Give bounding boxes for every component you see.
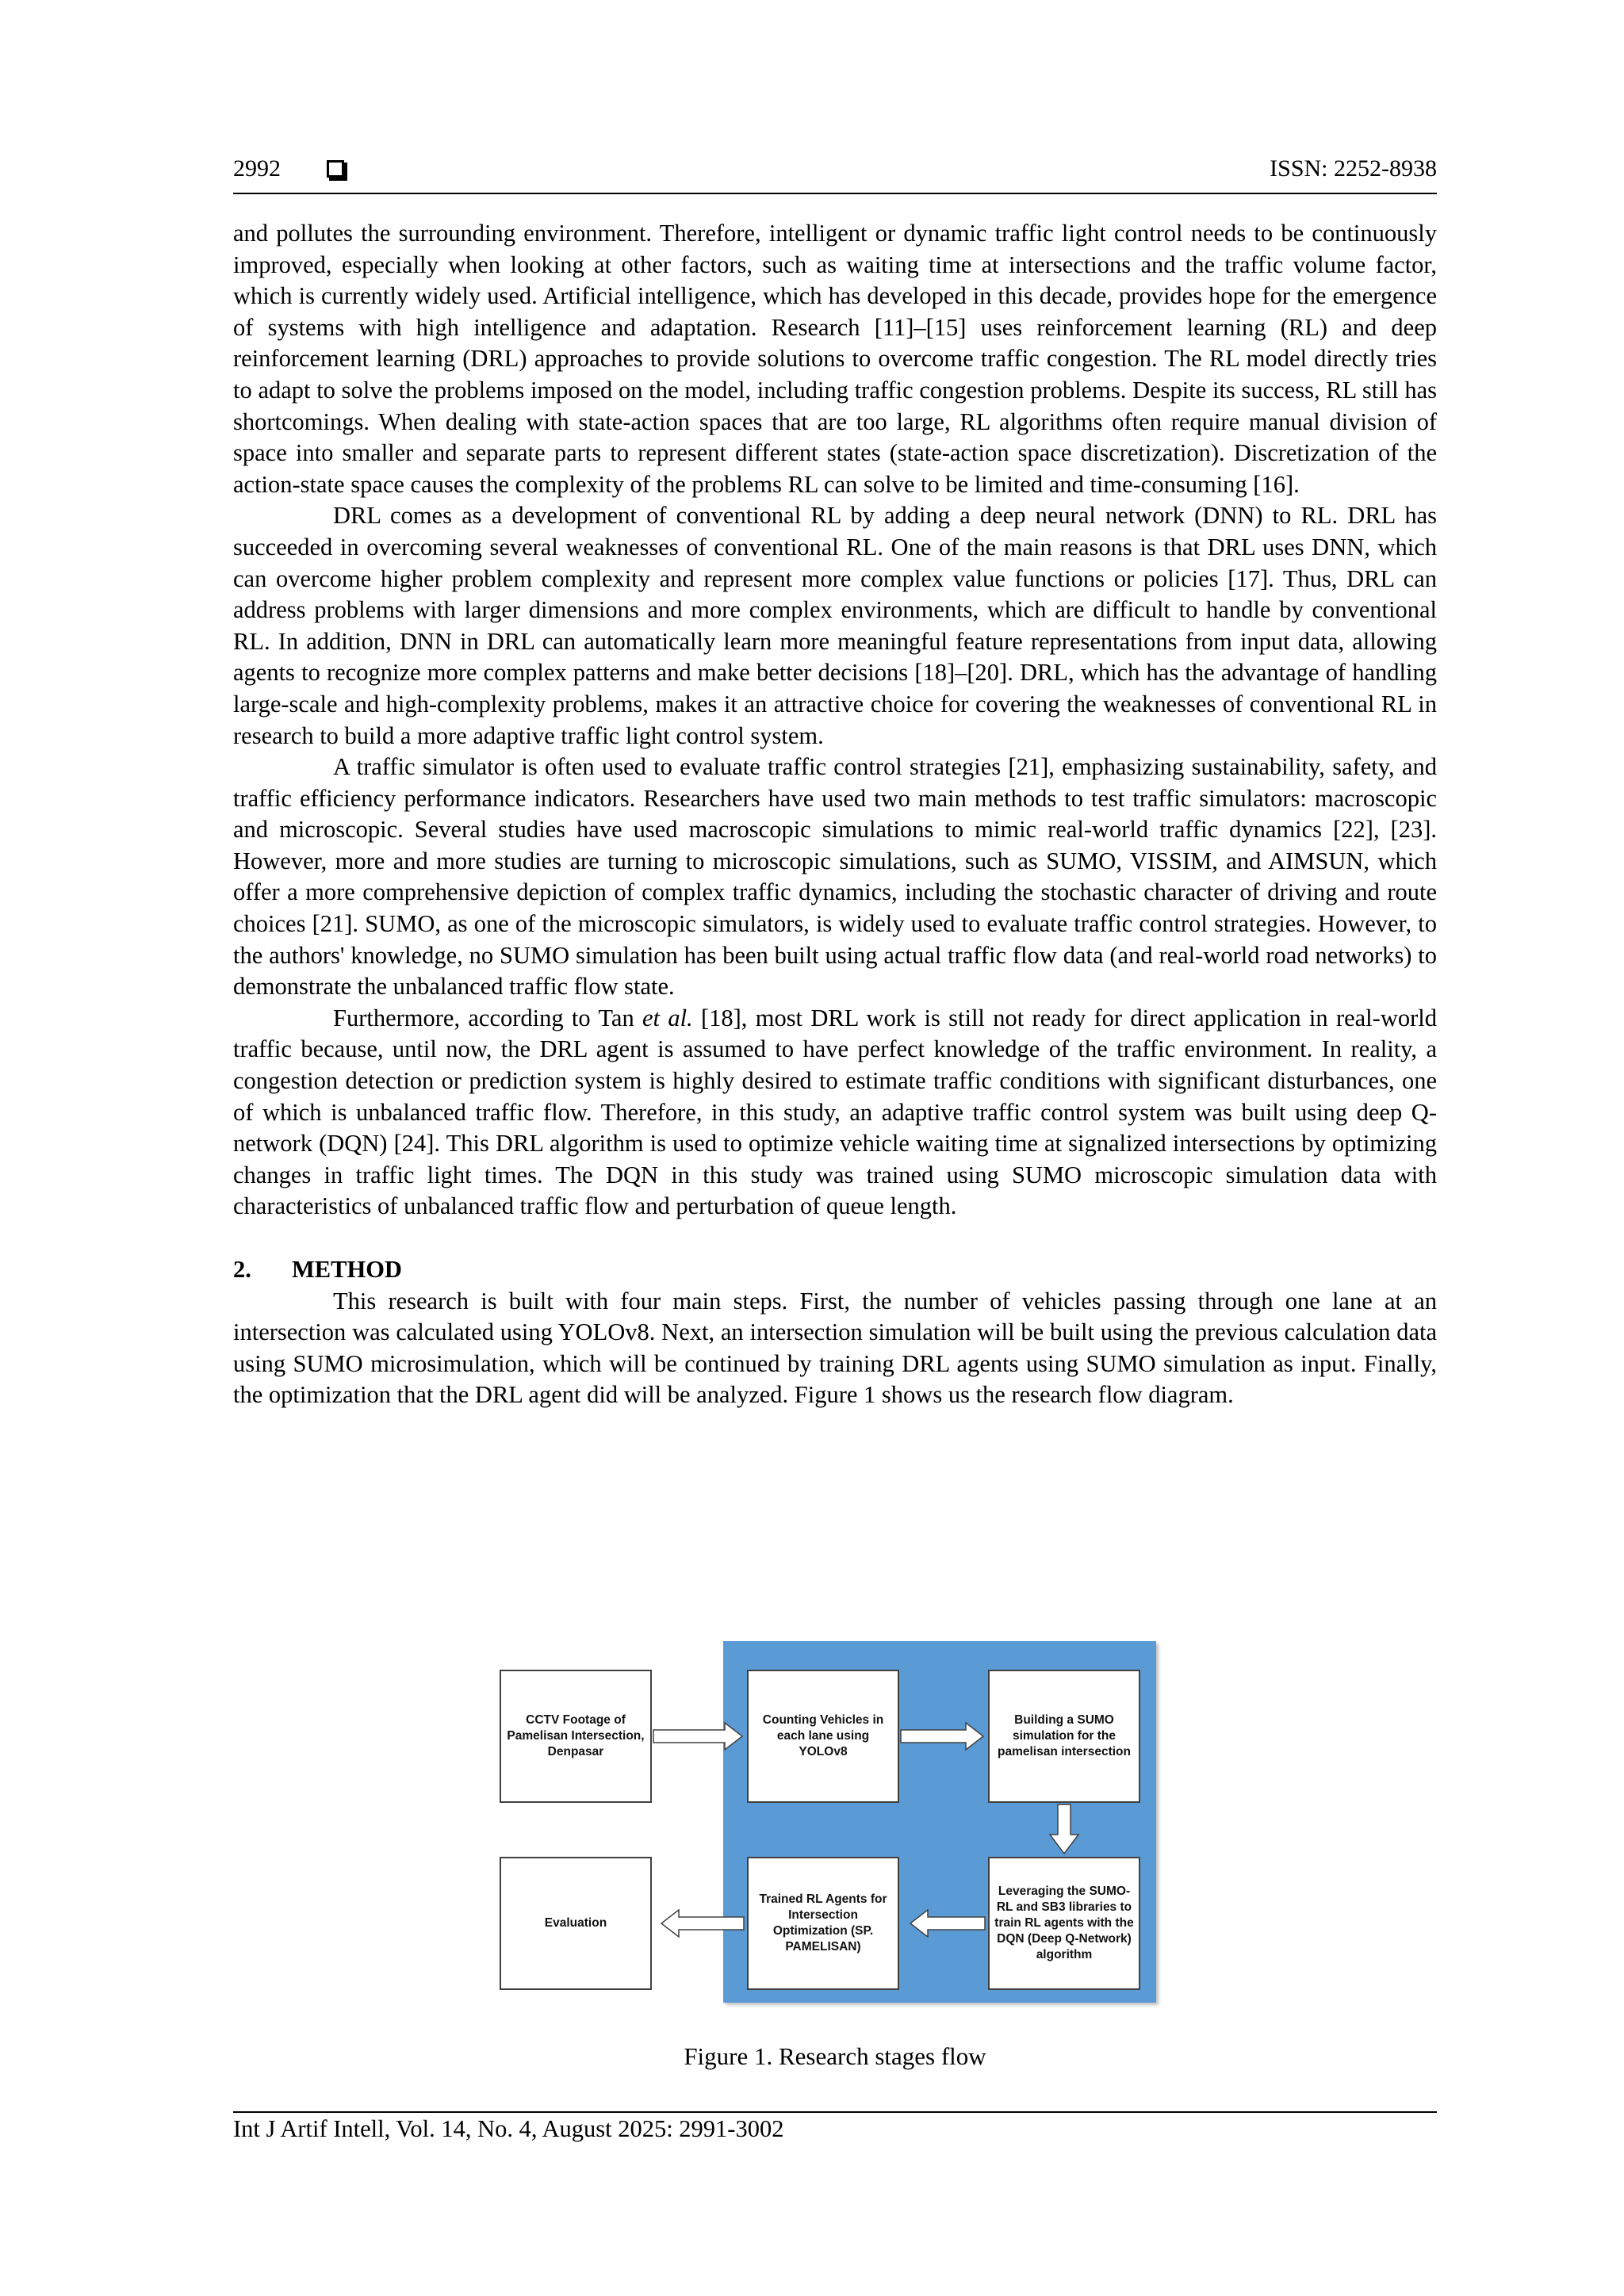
arrow-right-1 xyxy=(653,1723,742,1750)
box-evaluation-label: Evaluation xyxy=(544,1916,607,1930)
body-text xyxy=(233,218,1437,1411)
footer-rule xyxy=(233,2111,1437,2113)
section-number: 2. xyxy=(233,1256,251,1283)
page-header xyxy=(233,155,1437,190)
arrow-down xyxy=(1050,1804,1078,1854)
footer-citation: Int J Artif Intell, Vol. 14, No. 4, August 2025: 2991-3002 xyxy=(233,2115,784,2142)
box-building-label: Building a SUMO simulation for the pamelisan intersection xyxy=(998,1713,1131,1758)
square-bullet-icon xyxy=(327,160,344,178)
paragraph-4-start: Furthermore, according to Tan xyxy=(333,1004,642,1031)
arrow-left-1 xyxy=(910,1910,985,1937)
issn-label: ISSN: 2252-8938 xyxy=(1270,155,1437,182)
box-cctv-label: CCTV Footage of Pamelisan Intersection, Denpasar xyxy=(507,1713,645,1758)
diagram-arrows xyxy=(500,1641,1158,2006)
figure-caption: Figure 1. Research stages flow xyxy=(684,2042,986,2070)
paragraph-1: and pollutes the surrounding environment. Therefore, intelligent or dynamic traffic light control needs to be continuously improved, especially when looking at other factors, such as waiting time at intersections and the traffic volume factor, which is currently widely used. Artificial intelligence, which has developed in this decade, provides hope for the emergence of systems with high intelligence and adaptation. Research [11]–[15] uses reinforcement learning (RL) and deep reinforcement learning (DRL) approaches to provide solutions to overcome traffic congestion. The RL model directly tries to adapt to solve the problems imposed on the model, including traffic congestion problems. Despite its success, RL still has shortcomings. When dealing with state-action spaces that are too large, RL algorithms often require manual division of space into smaller and separate parts to represent different states (state-action space discretization). Discretization of the action-state space causes the complexity of the problems RL can solve to be limited and time-consuming [16]. xyxy=(233,220,1437,498)
et-al: et al. xyxy=(642,1004,693,1031)
section-heading xyxy=(233,1254,1437,1286)
paragraph-5: This research is built with four main steps. First, the number of vehicles passing through one lane at an intersection was calculated using YOLOv8. Next, an intersection simulation will be built using the previous calculation data using SUMO microsimulation, which will be continued by training DRL agents using SUMO simulation as input. Finally, the optimization that the DRL agent did will be analyzed. Figure 1 shows us the research flow diagram. xyxy=(233,1287,1437,1409)
arrow-right-2 xyxy=(901,1723,983,1750)
box-counting-label: Counting Vehicles in each lane using YOLOv8 xyxy=(762,1713,884,1758)
header-rule xyxy=(233,193,1437,194)
paragraph-4-rest: [18], most DRL work is still not ready for direct application in real-world traffic because, until now, the DRL agent is assumed to have perfect knowledge of the traffic environment. In reality, a congestion detection or prediction system is highly desired to estimate traffic conditions with significant disturbances, one of which is unbalanced traffic flow. Therefore, in this study, an adaptive traffic control system was built using deep Q-network (DQN) [24]. This DRL algorithm is used to optimize vehicle waiting time at signalized intersections by optimizing changes in traffic light times. The DQN in this study was trained using SUMO microscopic simulation data with characteristics of unbalanced traffic flow and perturbation of queue length. xyxy=(233,1004,1437,1220)
paragraph-3: A traffic simulator is often used to evaluate traffic control strategies [21], emphasizing sustainability, safety, and traffic efficiency performance indicators. Researchers have used two main methods to test traffic simulators: macroscopic and microscopic. Several studies have used macroscopic simulations to mimic real-world traffic dynamics [22], [23]. However, more and more studies are turning to microscopic simulations, such as SUMO, VISSIM, and AIMSUN, which offer a more comprehensive depiction of complex traffic dynamics, including the stochastic character of driving and route choices [21]. SUMO, as one of the microscopic simulators, is widely used to evaluate traffic control strategies. However, to the authors' knowledge, no SUMO simulation has been built using actual traffic flow data (and real-world road networks) to demonstrate the unbalanced traffic flow state. xyxy=(233,753,1437,1001)
section-title: METHOD xyxy=(292,1256,402,1283)
box-leveraging-label: Leveraging the SUMO-RL and SB3 libraries to train RL agents with the DQN (Deep Q-Network) algorithm xyxy=(994,1885,1134,1961)
research-flow-diagram xyxy=(500,1641,1158,2006)
page-number: 2992 xyxy=(233,155,281,182)
paragraph-2: DRL comes as a development of conventional RL by adding a deep neural network (DNN) to RL. DRL has succeeded in overcoming several weaknesses of conventional RL. One of the main reasons is that DRL uses DNN, which can overcome higher problem complexity and represent more complex value functions or policies [17]. Thus, DRL can address problems with larger dimensions and more complex environments, which are difficult to handle by conventional RL. In addition, DNN in DRL can automatically learn more meaningful feature representations from input data, allowing agents to recognize more complex patterns and make better decisions [18]–[20]. DRL, which has the advantage of handling large-scale and high-complexity problems, makes it an attractive choice for covering the weaknesses of conventional RL in research to build a more adaptive traffic light control system. xyxy=(233,502,1437,749)
paragraph-4 xyxy=(233,1003,1437,1223)
box-trained-label: Trained RL Agents for Intersection Optimization (SP. PAMELISAN) xyxy=(759,1892,887,1954)
arrow-left-2 xyxy=(661,1910,744,1937)
